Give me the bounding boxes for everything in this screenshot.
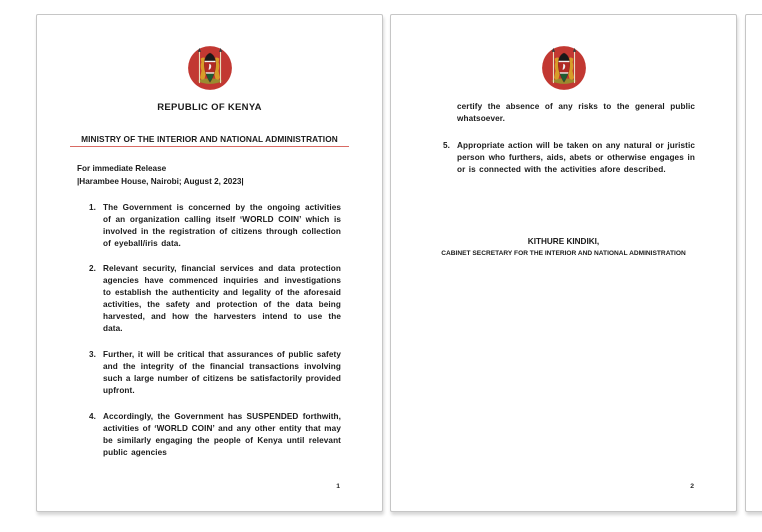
signature-name: KITHURE KINDIKI, [527, 237, 600, 246]
document-page-1 [36, 14, 383, 512]
list-item-number: 2. [89, 264, 97, 273]
page-number: 1 [336, 483, 340, 490]
list-item-text: The Government is concerned by the ongoing activities of an organization calling itself ‘WORLD COIN’ which is involved in the registration of citizens through collection of eyeball/iris data. [103, 203, 341, 248]
ministry-title: MINISTRY OF THE INTERIOR AND NATIONAL ADMINISTRATION [81, 134, 338, 144]
ministry-underline-rule [70, 146, 349, 147]
release-line: For immediate Release [77, 164, 167, 173]
list-item-number: 3. [89, 350, 97, 359]
continuation-paragraph: certify the absence of any risks to the general public whatsoever. [457, 102, 695, 123]
document-page-2 [390, 14, 737, 512]
page-number: 2 [690, 483, 694, 490]
release-block [77, 162, 341, 188]
list-item-text: Appropriate action will be taken on any natural or juristic person who furthers, aids, abets or otherwise engages in or is connected with the activities afore described. [457, 141, 695, 174]
list-item-text: Further, it will be critical that assurances of public safety and the integrity of the financial transactions involving such a large number of citizens be satisfactorily provided upfront. [103, 350, 341, 395]
list-item-number: 4. [89, 412, 97, 421]
list-item-1 [77, 202, 341, 250]
list-item-number: 1. [89, 203, 97, 212]
list-item-number: 5. [443, 141, 451, 150]
list-item-2 [77, 263, 341, 335]
republic-title: REPUBLIC OF KENYA [157, 102, 262, 113]
dateline: |Harambee House, Nairobi; August 2, 2023| [77, 177, 244, 186]
kenya-coat-of-arms-icon [541, 45, 587, 91]
kenya-coat-of-arms-icon [187, 45, 233, 91]
document-page-3-partial [745, 14, 762, 512]
signature-title: CABINET SECRETARY FOR THE INTERIOR AND NATIONAL ADMINISTRATION [441, 250, 686, 257]
list-item-5 [431, 140, 695, 176]
list-item-4 [77, 411, 341, 459]
list-item-3 [77, 349, 341, 397]
list-item-text: Relevant security, financial services and data protection agencies have commenced inquiries and investigations to establish the authenticity and legality of the aforesaid activities, the safety and protection of the data being harvested, and how the harvesters intend to use the data. [103, 264, 341, 333]
list-item-text: Accordingly, the Government has SUSPENDED forthwith, activities of ‘WORLD COIN’ and any other entity that may be similarly engaging the people of Kenya until relevant public agencies [103, 412, 341, 457]
